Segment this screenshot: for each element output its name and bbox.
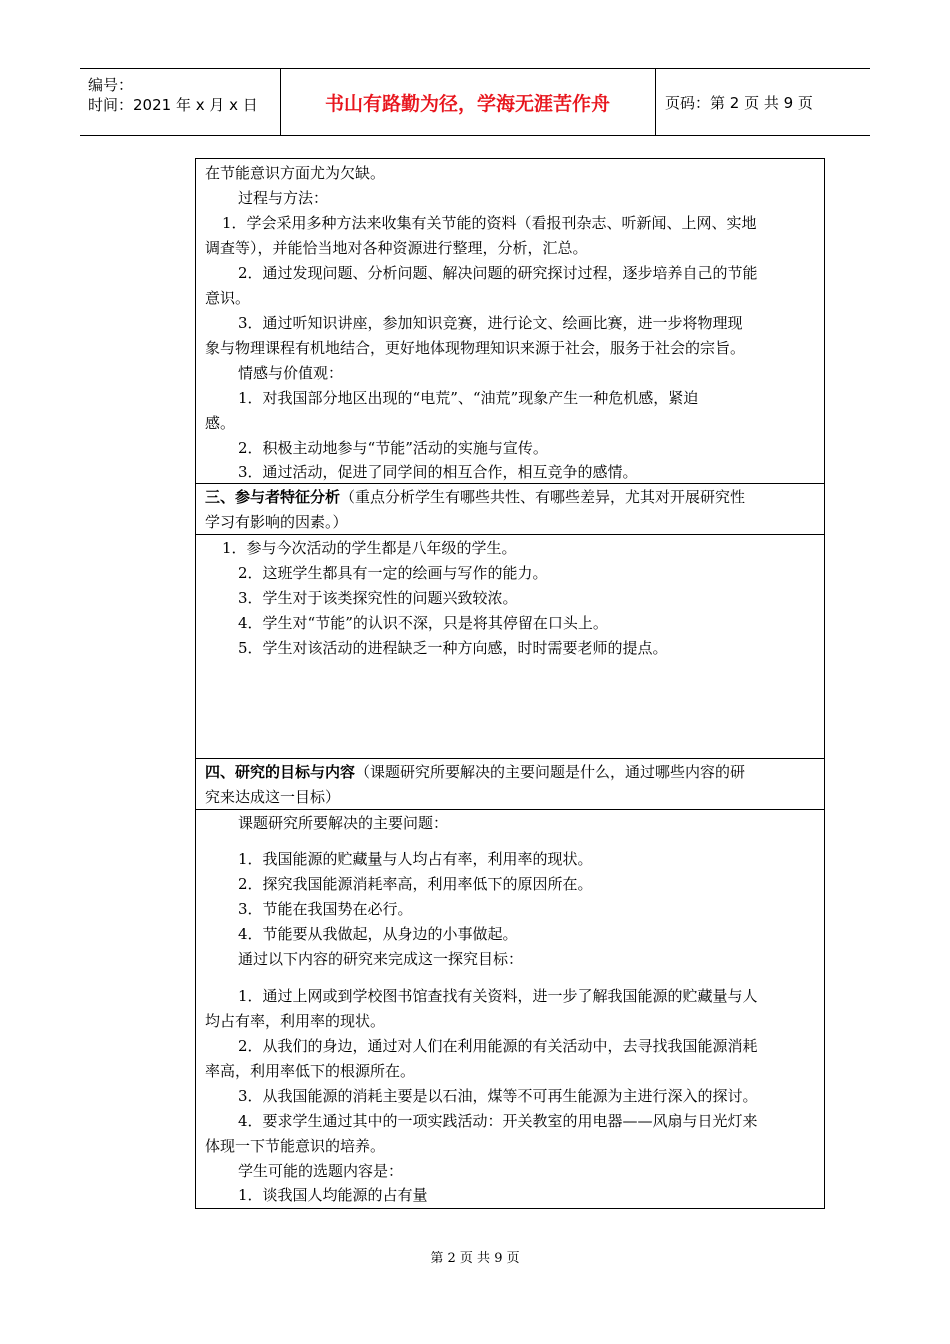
text-line: 过程与方法： <box>238 189 329 207</box>
list-item: 4．学生对“节能”的认识不深，只是将其停留在口头上。 <box>238 614 608 632</box>
header-page-info: 页码：第 2 页 共 9 页 <box>665 93 813 112</box>
section3-heading <box>205 485 816 510</box>
list-item: 5．学生对该活动的进程缺乏一种方向感，时时需要老师的提点。 <box>238 639 668 657</box>
row-divider <box>196 809 824 810</box>
list-item: 4．要求学生通过其中的一项实践活动：开关教室的用电器——风扇与日光灯来 <box>238 1112 758 1130</box>
list-item: 3．节能在我国势在必行。 <box>238 900 413 918</box>
text-line: 2．积极主动地参与“节能”活动的实施与宣传。 <box>238 439 548 457</box>
page-footer: 第 2 页 共 9 页 <box>430 1251 520 1266</box>
list-item: 1．我国能源的贮藏量与人均占有率，利用率的现状。 <box>238 850 593 868</box>
row-divider <box>196 534 824 535</box>
list-item: 3．学生对于该类探究性的问题兴致较浓。 <box>238 589 518 607</box>
text-line: 通过以下内容的研究来完成这一探究目标： <box>238 950 524 968</box>
list-item: 3．从我国能源的消耗主要是以石油，煤等不可再生能源为主进行深入的探讨。 <box>238 1087 758 1105</box>
row-divider <box>196 758 824 759</box>
text-line: 率高，利用率低下的根源所在。 <box>205 1062 416 1080</box>
page-header <box>80 68 870 136</box>
text-line: 3．通过听知识讲座，参加知识竞赛，进行论文、绘画比赛，进一步将物理现 <box>238 314 743 332</box>
text-line: 均占有率，利用率的现状。 <box>205 1012 386 1030</box>
text-line: 1．对我国部分地区出现的“电荒”、“油荒”现象产生一种危机感，紧迫 <box>238 389 699 407</box>
list-item: 2．探究我国能源消耗率高，利用率低下的原因所在。 <box>238 875 593 893</box>
text-line: 感。 <box>205 414 236 432</box>
header-meta <box>88 75 258 115</box>
row-divider <box>196 483 824 484</box>
section4-desc: （课题研究所要解决的主要问题是什么，通过哪些内容的研 <box>355 763 746 781</box>
section3-desc-cont: 学习有影响的因素。） <box>205 513 348 531</box>
list-item: 1．通过上网或到学校图书馆查找有关资料，进一步了解我国能源的贮藏量与人 <box>238 987 758 1005</box>
text-line: 3．通过活动，促进了同学间的相互合作，相互竞争的感情。 <box>238 463 638 481</box>
list-item: 2．这班学生都具有一定的绘画与写作的能力。 <box>238 564 548 582</box>
text-line: 2．通过发现问题、分析问题、解决问题的研究探讨过程，逐步培养自己的节能 <box>238 264 758 282</box>
plan-table <box>195 158 825 1209</box>
text-line: 情感与价值观： <box>238 364 344 382</box>
header-divider <box>655 69 656 135</box>
list-item: 1．谈我国人均能源的占有量 <box>238 1186 428 1204</box>
text-line: 1．学会采用多种方法来收集有关节能的资料（看报刊杂志、听新闻、上网、实地 <box>222 214 757 232</box>
header-motto: 书山有路勤为径，学海无涯苦作舟 <box>324 92 610 115</box>
section4-title: 四、研究的目标与内容 <box>205 763 356 781</box>
list-item: 4．节能要从我做起，从身边的小事做起。 <box>238 925 518 943</box>
section4-heading <box>205 760 816 785</box>
section3-desc: （重点分析学生有哪些共性、有哪些差异，尤其对开展研究性 <box>340 488 746 506</box>
text-line: 学生可能的选题内容是： <box>238 1162 404 1180</box>
text-line: 体现一下节能意识的培养。 <box>205 1137 386 1155</box>
list-item: 1．参与今次活动的学生都是八年级的学生。 <box>222 539 517 557</box>
text-line: 意识。 <box>205 289 251 307</box>
header-time: 时间：2021 年 x 月 x 日 <box>88 96 258 114</box>
text-line: 课题研究所要解决的主要问题： <box>238 814 449 832</box>
section3-title: 三、参与者特征分析 <box>205 488 341 506</box>
text-line: 象与物理课程有机地结合，更好地体现物理知识来源于社会，服务于社会的宗旨。 <box>205 339 746 357</box>
text-line: 调查等），并能恰当地对各种资源进行整理，分析，汇总。 <box>205 239 588 257</box>
header-number: 编号： <box>88 76 134 94</box>
section4-desc-cont: 究来达成这一目标） <box>205 788 341 806</box>
list-item: 2．从我们的身边，通过对人们在利用能源的有关活动中，去寻找我国能源消耗 <box>238 1037 758 1055</box>
text-line: 在节能意识方面尤为欠缺。 <box>205 164 386 182</box>
